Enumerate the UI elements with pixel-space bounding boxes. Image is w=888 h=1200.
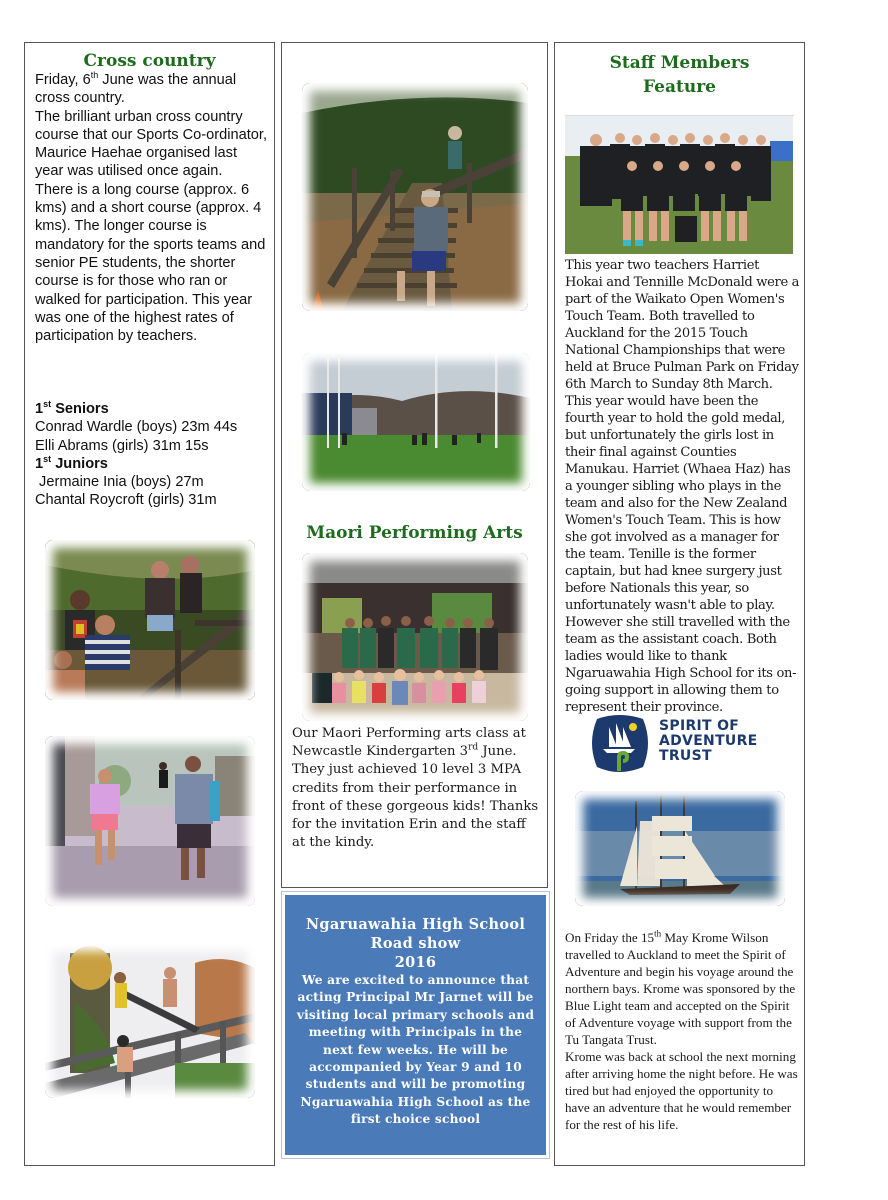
- roadshow-body: We are excited to announce that acting Principal Mr Jarnet will be visiting local primary schools and meeting with Principals in the next few weeks. He will be accompanied by Year 9 and 10 students and will be promoting Ngaruawahia High School as the first choice school: [296, 973, 535, 1127]
- result-row: Conrad Wardle (boys) 23m 44s: [35, 419, 238, 436]
- result-row: Chantal Roycroft (girls) 31m: [35, 492, 217, 509]
- roadshow-announcement: [281, 891, 550, 1159]
- stairs-runner-photo: [302, 83, 528, 311]
- cross-country-panel: [24, 42, 275, 1166]
- tall-ship-fern-logo-icon: [589, 713, 651, 775]
- roadshow-title-line-1: Ngaruawahia High School: [305, 916, 526, 933]
- result-row: Jermaine Inia (boys) 27m: [35, 474, 204, 491]
- touch-team-photo: [565, 116, 793, 254]
- boardwalk-runners-photo: [45, 943, 255, 1098]
- cross-country-intro: Friday, 6th June was the annual cross country.: [35, 70, 237, 107]
- roadshow-year: 2016: [394, 954, 437, 971]
- result-row: Elli Abrams (girls) 31m 15s: [35, 437, 209, 454]
- spirit-of-adventure-logo: [589, 713, 779, 777]
- staff-feature-article: This year two teachers Harriet Hokai and Tennille McDonald were a part of the Waikato Open Women's Touch Team. Both travelled to Auckland for the 2015 Touch National Championships that were held at Bruce Pulman Park on Friday 6th March to Sunday 8th March. This year would have been the fourth year to hold the gold medal, but unfortunately the girls lost in their final against Counties Manukau. Harriet (Whaea Haz) has a younger sibling who plays in the team and also for the New Zealand Women's Touch Team. This is how she got involved as a manager for the team. Tenille is the former captain, but had knee surgery just before Nationals this year, so unfortunately wasn't able to play. However she still travelled with the team as the assistant coach. Both ladies would like to thank Ngaruawahia High School for its on-going support in allowing them to represent their province.: [565, 258, 800, 715]
- juniors-label: 1st Juniors: [35, 454, 108, 472]
- cross-country-title: Cross country: [83, 51, 216, 71]
- roadshow-panel: [285, 895, 546, 1155]
- tall-ship-photo: [575, 791, 785, 906]
- stairs-runners-photo: [45, 540, 255, 700]
- cross-country-results: [35, 400, 270, 510]
- krome-wilson-article: On Friday the 15th May Krome Wilson travelled to Auckland to meet the Spirit of Adventure and begin his voyage around the northern bays. Krome was sponsored by the Blue Light team and accepted on the Spirit of Adventure voyage with support from the Tu Tangata Trust. Krome was back at school the next morning after arriving home the night before. He was tired but had enjoyed the opportunity to have an adventure that he would remember for the rest of his life.: [565, 928, 798, 1132]
- maori-performing-arts-article: Our Maori Performing arts class at Newcastle Kindergarten 3rd June. They just achieved 10 level 3 MPA credits from their performance in front of these gorgeous kids! Thanks for the invitation Erin and the staff at the kindy.: [292, 726, 539, 851]
- seniors-label: 1st Seniors: [35, 399, 109, 417]
- street-runners-photo: [45, 736, 255, 906]
- spirit-of-adventure-wordmark: SPIRIT OF ADVENTURE TRUST: [659, 718, 758, 764]
- cross-country-article: [35, 71, 268, 345]
- staff-feature-title: Staff Members Feature: [609, 53, 750, 97]
- cross-country-paragraph-2: There is a long course (approx. 6 kms) and a short course (approx. 4 kms). The longer course is mandatory for the sports teams and senior PE students, the shorter course is for those who ran or walked for participation. This year was one of the highest rates of participation by teachers.: [35, 181, 266, 345]
- roadshow-title-line-2: Road show: [370, 935, 461, 952]
- middle-panel: [281, 42, 548, 888]
- rugby-field-photo: [302, 353, 530, 491]
- kindergarten-group-photo: [302, 553, 528, 721]
- maori-performing-arts-title: Maori Performing Arts: [306, 523, 523, 543]
- cross-country-paragraph-1: The brilliant urban cross country course that our Sports Co-ordinator, Maurice Haehae organised last year was utilised once again.: [35, 108, 267, 180]
- staff-feature-panel: [554, 42, 805, 1166]
